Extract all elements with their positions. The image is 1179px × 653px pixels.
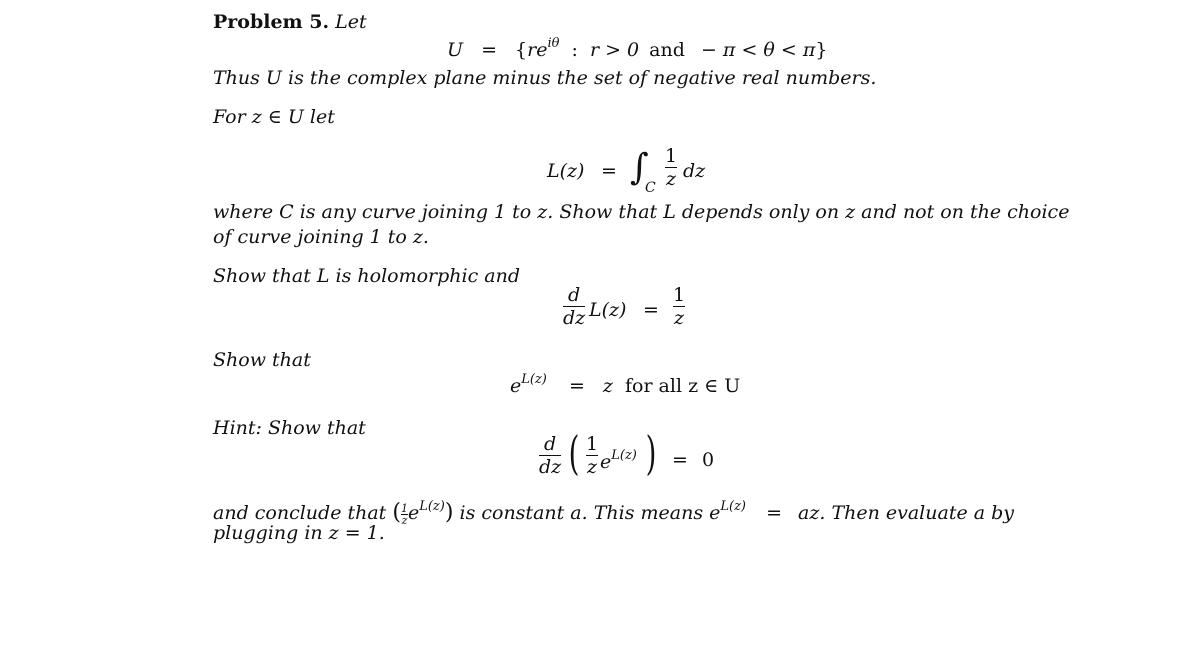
conclude-exponent-2: L(z) bbox=[720, 499, 747, 514]
deriv-rhs-fraction bbox=[673, 285, 685, 328]
hint-close-paren: ) bbox=[645, 426, 657, 480]
set-condition-1: r > 0 bbox=[589, 39, 640, 61]
integral-subscript: C bbox=[645, 180, 656, 196]
line-where-2: of curve joining 1 to z. bbox=[213, 226, 429, 248]
problem-heading-line bbox=[213, 10, 367, 34]
exp-rest: for all z ∈ U bbox=[624, 375, 741, 397]
set-lhs: U bbox=[447, 39, 464, 61]
deriv-rhs-num: 1 bbox=[673, 284, 686, 306]
exp-equals: = bbox=[568, 375, 585, 397]
def-L-lhs: L(z) bbox=[547, 160, 585, 182]
hint-inner-num: 1 bbox=[586, 433, 599, 455]
def-L-dz: dz bbox=[683, 160, 706, 182]
hint-rhs: 0 bbox=[702, 449, 715, 471]
deriv-d-den: dz bbox=[563, 307, 586, 329]
hint-d-den: dz bbox=[539, 456, 562, 478]
set-open-brace: { bbox=[515, 39, 528, 61]
deriv-rhs-den: z bbox=[674, 307, 685, 329]
conclude-e: e bbox=[407, 502, 420, 524]
set-and: and bbox=[649, 39, 685, 61]
set-r: r bbox=[527, 39, 537, 61]
hint-exp bbox=[600, 448, 637, 473]
set-equals: = bbox=[481, 39, 497, 61]
exp-rhs-z: z bbox=[602, 375, 613, 397]
conclude-pre: and conclude that bbox=[213, 502, 387, 524]
exp-e: e bbox=[510, 375, 522, 397]
hint-d-fraction bbox=[539, 434, 561, 477]
conclude-num: 1 bbox=[400, 501, 408, 515]
conclude-e2: e bbox=[709, 502, 721, 524]
hint-inner-den: z bbox=[587, 456, 598, 478]
deriv-L: L(z) bbox=[589, 299, 627, 321]
conclude-equals: = bbox=[766, 502, 782, 524]
line-thus: Thus U is the complex plane minus the set of negative real numbers. bbox=[213, 67, 877, 89]
line-where-1: where C is any curve joining 1 to z. Show that L depends only on z and not on the choice bbox=[213, 201, 1070, 223]
conclude-den: z bbox=[401, 513, 408, 527]
hint-e: e bbox=[600, 451, 612, 473]
def-L-fraction bbox=[665, 146, 677, 189]
hint-d-num: d bbox=[544, 433, 557, 455]
def-L-den: z bbox=[666, 168, 677, 190]
hint-equals: = bbox=[672, 449, 688, 471]
conclude-mini-fraction bbox=[401, 503, 408, 526]
set-definition bbox=[447, 36, 827, 61]
conclude-post: az. Then evaluate a by bbox=[798, 502, 1015, 524]
line-for: For z ∈ U let bbox=[213, 106, 335, 128]
conclude-close-paren: ) bbox=[444, 500, 454, 525]
line-plugging: plugging in z = 1. bbox=[213, 522, 385, 544]
deriv-d-num: d bbox=[568, 284, 581, 306]
exponential-equation bbox=[510, 372, 740, 397]
problem-heading-tail: Let bbox=[335, 11, 367, 33]
problem-heading: Problem 5. bbox=[213, 11, 330, 33]
set-exponent: iθ bbox=[547, 36, 560, 51]
hint-inner-fraction bbox=[586, 434, 598, 477]
set-condition-2: − π < θ < π bbox=[700, 39, 816, 61]
set-close-brace: } bbox=[815, 39, 828, 61]
def-L-equals: = bbox=[601, 160, 617, 182]
deriv-d-fraction bbox=[563, 285, 585, 328]
line-show-that: Show that bbox=[213, 349, 311, 371]
conclude-open-paren: ( bbox=[392, 500, 401, 525]
line-hint: Hint: Show that bbox=[213, 417, 366, 439]
set-colon: : bbox=[571, 39, 578, 61]
def-L-num: 1 bbox=[665, 145, 678, 167]
hint-open-paren: ( bbox=[568, 426, 580, 480]
integral-sign: ∫ bbox=[630, 147, 649, 188]
exp-exponent: L(z) bbox=[521, 372, 547, 387]
line-show-holomorphic: Show that L is holomorphic and bbox=[213, 265, 521, 287]
conclude-exponent: L(z) bbox=[419, 499, 445, 514]
deriv-equals: = bbox=[643, 299, 659, 321]
conclude-mid: is constant a. This means bbox=[459, 502, 704, 524]
hint-exponent: L(z) bbox=[611, 448, 637, 463]
set-e: e bbox=[536, 39, 548, 61]
